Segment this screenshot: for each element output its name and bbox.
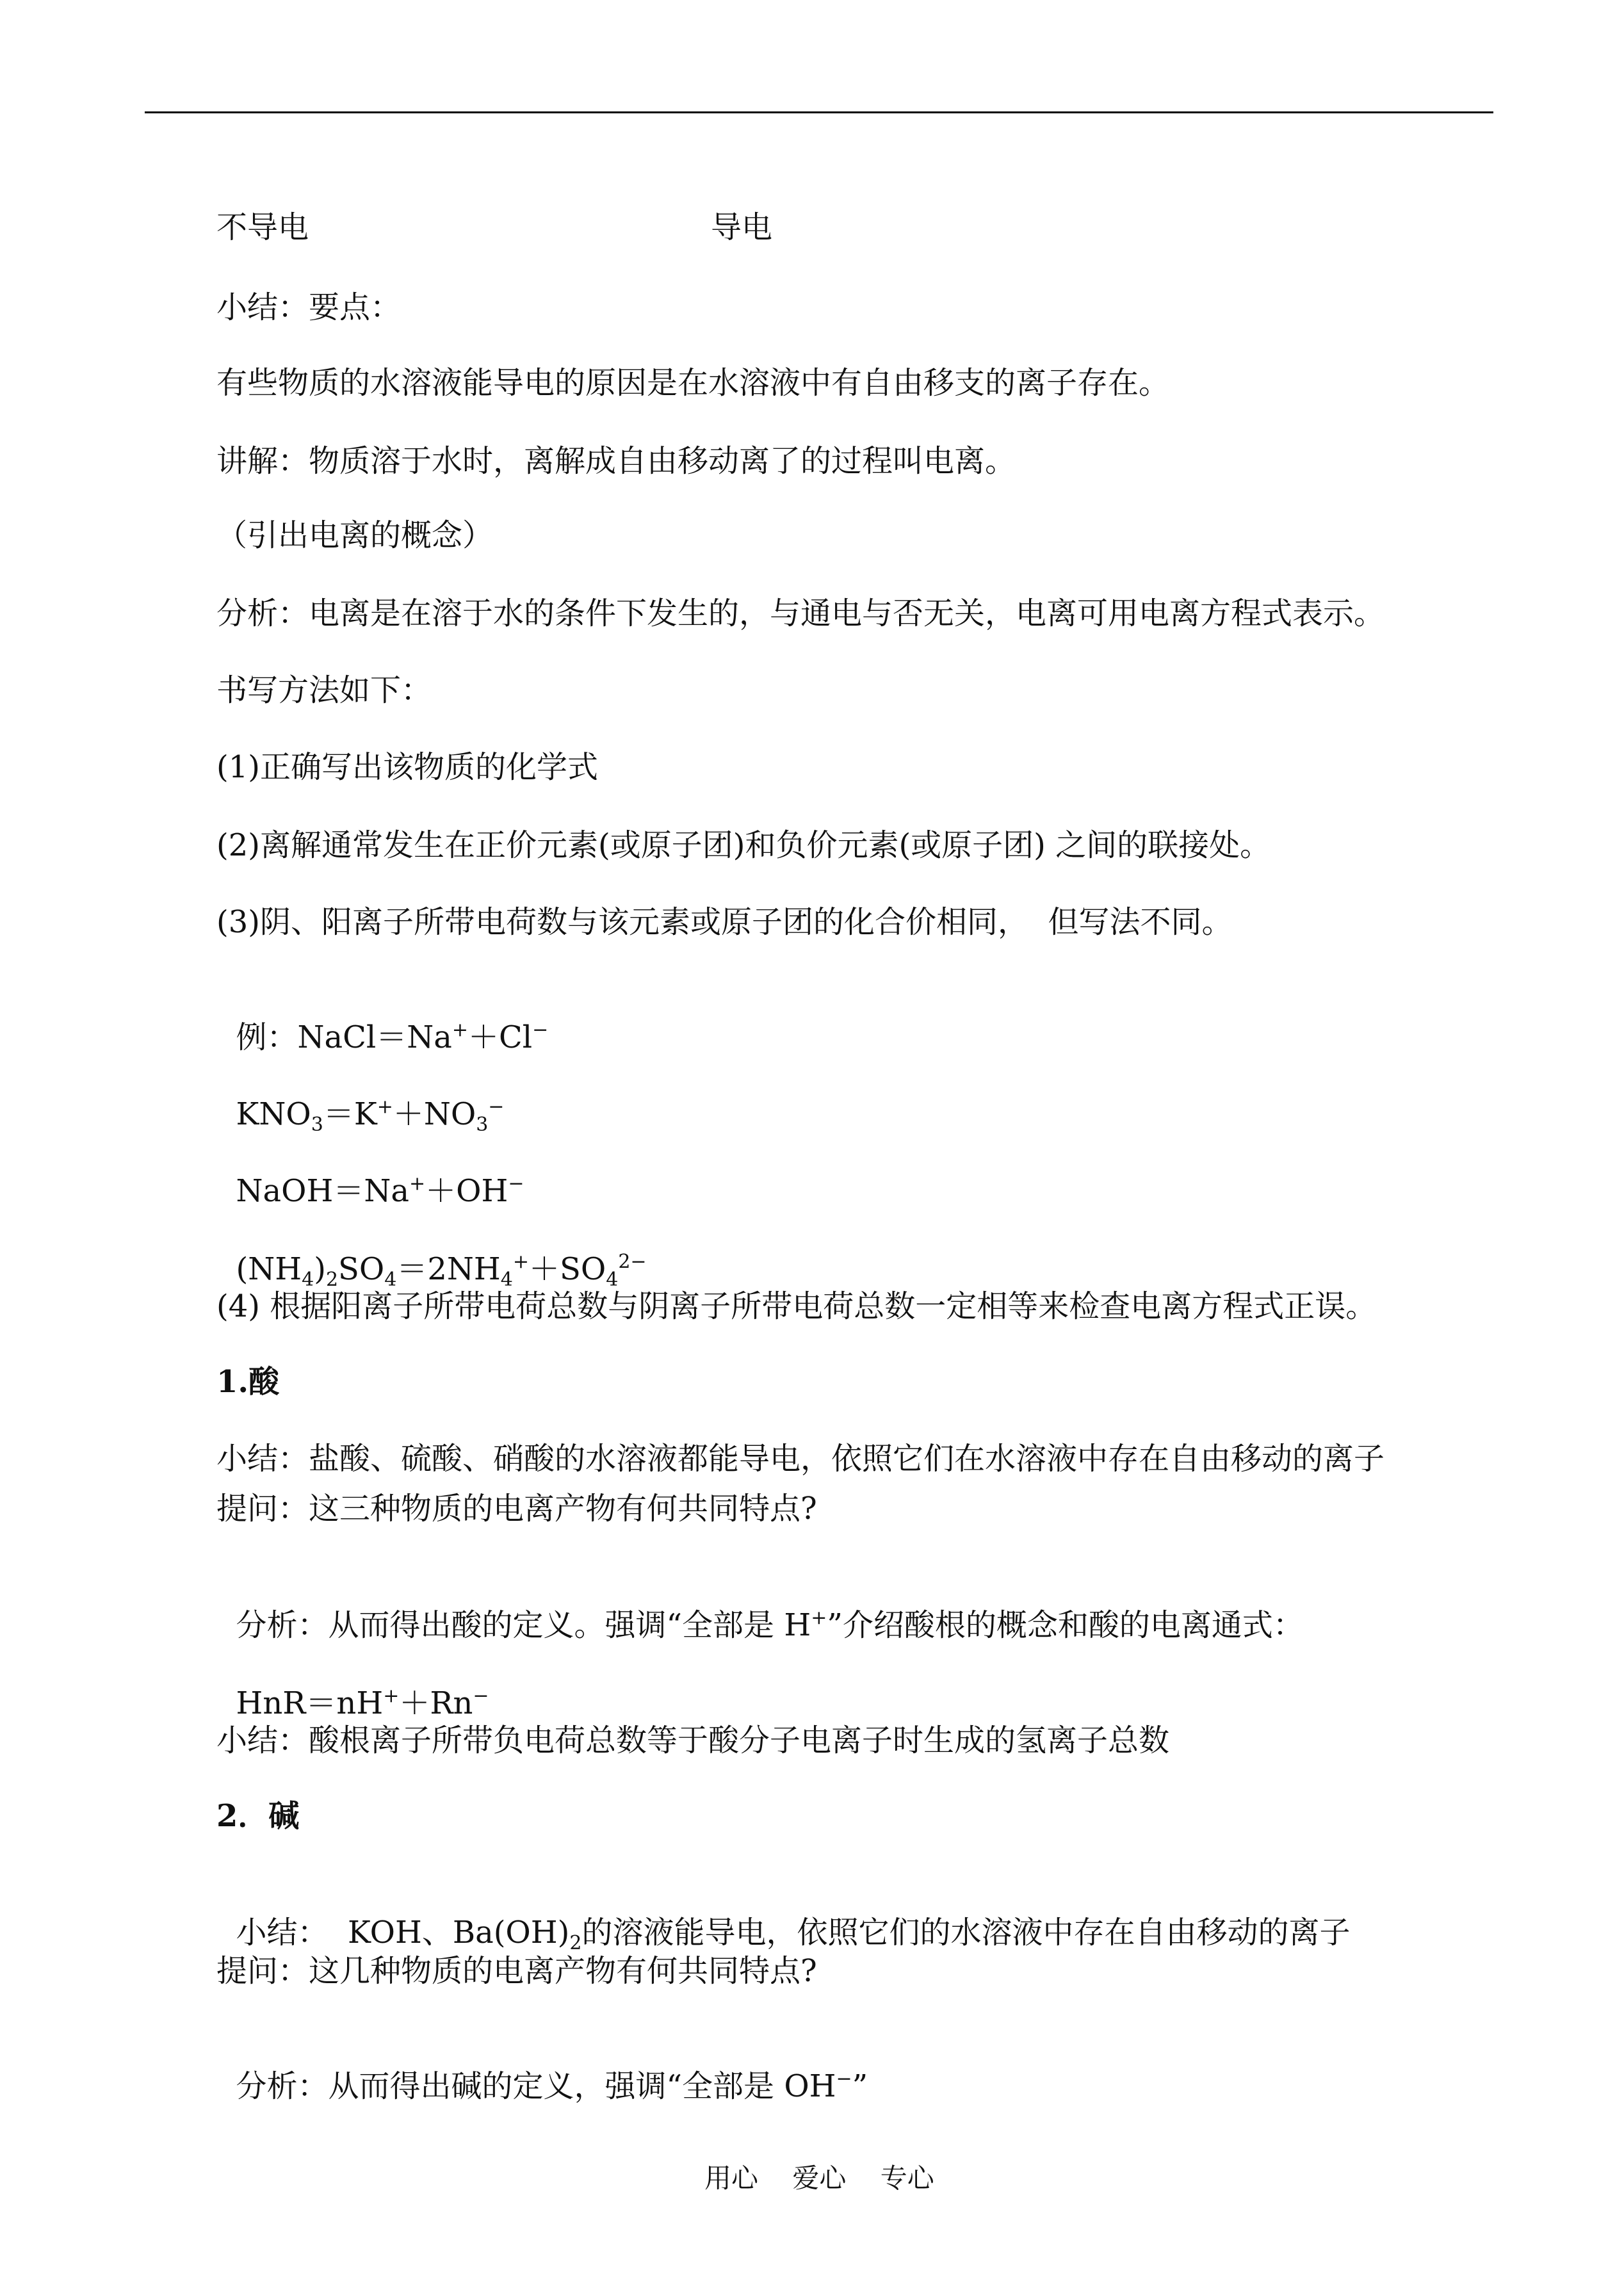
section-heading-base: 2．碱 bbox=[216, 1798, 300, 1834]
text-line: 小结： KOH、$Ba(OH)_2$的溶液能导电，依照它们的水溶液中存在自由移动的离子 bbox=[236, 1915, 1351, 1954]
text-line: 提问：这三种物质的电离产物有何共同特点? bbox=[216, 1491, 817, 1527]
equation-nacl: 例：NaCl＝Na+＋Cl− bbox=[236, 1019, 549, 1055]
equation-kno3: $KNO_3=K^++NO_3^-$ bbox=[236, 1096, 505, 1136]
text-line: 讲解：物质溶于水时，离解成自由移动离了的过程叫电离。 bbox=[216, 443, 1016, 479]
text-line: 小结：酸根离子所带负电荷总数等于酸分子电离子时生成的氢离子总数 bbox=[216, 1723, 1170, 1758]
equation-naoh: NaOH＝Na+＋OH− bbox=[236, 1172, 524, 1209]
text-line: 分析：从而得出碱的定义，强调“全部是 OH−” bbox=[236, 2068, 868, 2104]
text-line: (4) 根据阳离子所带电荷总数与阴离子所带电荷总数一定相等来检查电离方程式正误。 bbox=[216, 1288, 1377, 1324]
text-line: 提问：这几种物质的电离产物有何共同特点? bbox=[216, 1953, 817, 1989]
text-line: 小结：盐酸、硫酸、硝酸的水溶液都能导电，依照它们在水溶液中存在自由移动的离子 bbox=[216, 1441, 1385, 1477]
equation-acid-general: HnR＝nH+＋Rn− bbox=[236, 1685, 489, 1721]
page-footer: 用心 爱心 专心 bbox=[704, 2162, 934, 2194]
text-line: 分析：从而得出酸的定义。强调“全部是 H+”介绍酸根的概念和酸的电离通式： bbox=[236, 1607, 1304, 1643]
section-heading-acid: 1.酸 bbox=[216, 1364, 280, 1400]
text-line: 书写方法如下： bbox=[216, 672, 432, 708]
text-line: 分析：电离是在溶于水的条件下发生的，与通电与否无关，电离可用电离方程式表示。 bbox=[216, 596, 1385, 631]
text-line: （引出电离的概念） bbox=[216, 517, 494, 553]
text-line: 小结：要点： bbox=[216, 289, 402, 325]
text-line: (3)阴、阳离子所带电荷数与该元素或原子团的化合价相同， 但写法不同。 bbox=[216, 904, 1233, 940]
text-line: (1)正确写出该物质的化学式 bbox=[216, 749, 598, 785]
label-nonconductive: 不导电 bbox=[216, 209, 309, 245]
label-conductive: 导电 bbox=[711, 209, 773, 245]
text-line: 有些物质的水溶液能导电的原因是在水溶液中有自由移支的离子存在。 bbox=[216, 365, 1170, 401]
text-line: (2)离解通常发生在正价元素(或原子团)和负价元素(或原子团) 之间的联接处。 bbox=[216, 827, 1271, 863]
equation-nh4-2so4: $(NH_4)_2SO_4=2NH_4^++SO_4^{2-}$ bbox=[236, 1251, 647, 1291]
header-rule bbox=[145, 111, 1493, 113]
